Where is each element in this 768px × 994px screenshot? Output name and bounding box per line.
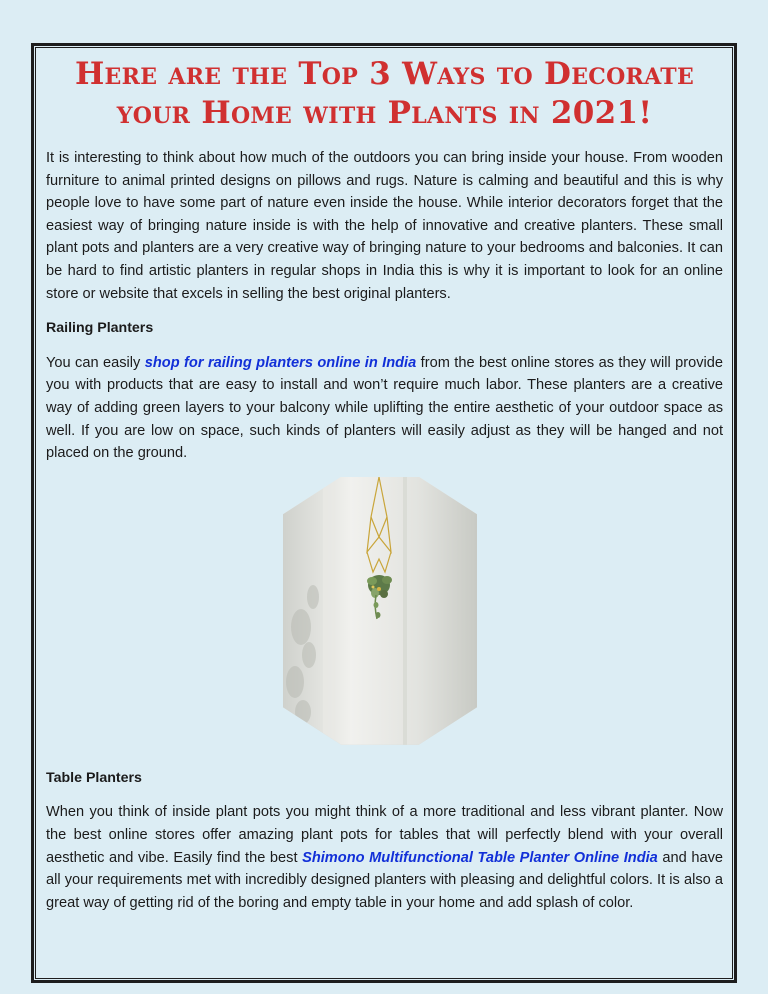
document-body — [46, 55, 723, 926]
section-heading-railing: Railing Planters — [46, 320, 154, 337]
section-heading-table: Table Planters — [46, 769, 142, 786]
railing-paragraph — [46, 352, 723, 465]
hanging-planter-image — [283, 477, 477, 745]
intro-paragraph: It is interesting to think about how much of the outdoors you can bring inside your house. From wooden furniture to animal printed designs on pillows and rugs. Nature is calming and beautiful and this is why people love to have some part of nature even inside the house. While interior decorators forget that the easiest way of bringing nature inside is with the help of innovative and creative planters. These small plant pots and planters are a very creative way of bringing nature to your bedrooms and balconies. It can be hard to find artistic planters in regular shops in India this is why it is important to look for an online store or website that excels in selling the best original planters. — [46, 150, 723, 302]
railing-text-after: from the best online stores as they will provide you with products that are easy to install and won’t require much labor. These planters are a creative way of adding green layers to your balcony while uplifting the entire aesthetic of your outdoor space as well. If you are low on space, such kinds of planters will easily adjust as they will be hanged and not placed on the ground. — [46, 354, 723, 462]
table-text-after: and have all your requirements met with incredibly designed planters with pleasing and delightful colors. It is also a great way of getting rid of the boring and empty table in your home and add splash of color. — [46, 849, 723, 911]
table-paragraph — [46, 801, 723, 914]
hanging-planter-photo — [283, 477, 477, 745]
railing-planters-link[interactable]: shop for railing planters online in India — [144, 354, 417, 371]
table-text-before: When you think of inside plant pots you might think of a more traditional and less vibrant planter. Now the best online stores offer amazing plant pots for tables that will perfectly blend with your overall aesthetic and vibe. Easily find the best — [46, 804, 723, 866]
page-title: Here are the Top 3 Ways to Decorate your Home with Plants in 2021! — [74, 56, 695, 131]
railing-text-before: You can easily — [46, 354, 145, 371]
photo-container — [46, 477, 723, 747]
table-planter-link[interactable]: Shimono Multifunctional Table Planter Online India — [302, 849, 658, 866]
